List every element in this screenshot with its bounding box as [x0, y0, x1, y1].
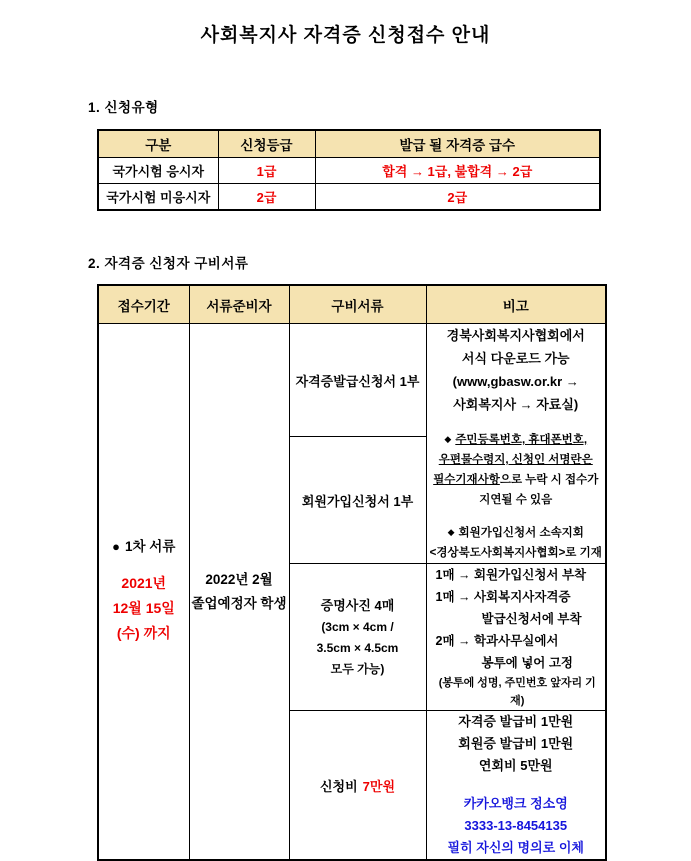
- table-row: [98, 184, 600, 211]
- note1-rest2: 지연될 수 있음: [479, 494, 553, 506]
- note1-underlined1: 주민등록번호, 휴대폰번호,: [455, 434, 588, 446]
- photo-usage-line4: 2매 → 학과사무실에서: [435, 634, 559, 648]
- application-type-table: [97, 129, 601, 211]
- bank-transfer-note: 필히 자신의 명의로 이체: [447, 840, 584, 855]
- table1-header-row: [98, 130, 600, 158]
- deadline-date: 12월 15일: [112, 600, 175, 616]
- photo-usage-line2: 1매 → 사회복지사자격증: [435, 590, 571, 604]
- t1-header-issued-grade: 발급 될 자격증 급수: [315, 130, 600, 158]
- note2-line2: <경상북도사회복지사협회>로 기재: [429, 547, 602, 559]
- spacer: [427, 777, 606, 793]
- fee-breakdown-1: 자격증 발급비 1만원: [458, 714, 574, 729]
- cell-document-4: [289, 711, 426, 861]
- spacer: [427, 510, 606, 522]
- cell-preparer: [189, 324, 289, 861]
- t2-header-preparer: 서류준비자: [189, 285, 289, 324]
- download-line4: 사회복지사 → 자료실): [453, 397, 579, 412]
- table-row: [98, 324, 606, 437]
- diamond-bullet-icon: ◆: [444, 434, 452, 444]
- download-line2: 서식 다운로드 가능: [461, 351, 570, 366]
- download-url: (www,gbasw.or.kr →: [452, 374, 579, 389]
- cell-remarks-fees: [426, 711, 606, 861]
- note1-underlined2: 우편물수령지, 신청인 서명란은: [438, 454, 593, 466]
- preparer-line1: 2022년 2월: [205, 571, 273, 587]
- t1-row1-category: 국가시험 응시자: [98, 158, 218, 184]
- t2-header-period: 접수기간: [98, 285, 189, 324]
- deadline-year: 2021년: [121, 575, 167, 591]
- cell-document-1: 자격증발급신청서 1부: [289, 324, 426, 437]
- t1-header-category: 구분: [98, 130, 218, 158]
- photo-envelope-note: (봉투에 성명, 주민번호 앞자리 기재): [438, 677, 596, 707]
- diamond-bullet-icon: ◆: [447, 527, 455, 537]
- fee-breakdown-2: 회원증 발급비 1만원: [458, 736, 574, 751]
- bank-account-name: 카카오뱅크 정소영: [463, 796, 568, 811]
- deadline-day: (수) 까지: [116, 625, 171, 641]
- cell-reception-period: [98, 324, 189, 861]
- cell-remarks-download: [426, 324, 606, 564]
- required-fields-note: [427, 429, 606, 563]
- photo-usage-line5: 봉투에 넣어 고정: [481, 656, 573, 670]
- fee-label: 신청비: [319, 778, 358, 794]
- cell-document-3: [289, 564, 426, 711]
- required-documents-table: [97, 284, 607, 861]
- t1-row1-issued: 합격 → 1급, 불합격 → 2급: [315, 158, 600, 184]
- photo-count: 증명사진 4매: [320, 597, 395, 613]
- photo-size3: 모두 가능): [330, 661, 385, 676]
- note2-line1: 회원가입신청서 소속지회: [458, 527, 584, 539]
- preparer-line2: 졸업예정자 학생: [191, 595, 287, 611]
- note1-rest1: 으로 누락 시 접수가: [499, 474, 599, 486]
- t1-row2-issued: 2급: [315, 184, 600, 211]
- t1-row2-grade: 2급: [218, 184, 315, 211]
- bank-account-number: 3333-13-8454135: [464, 818, 568, 833]
- download-info: [427, 324, 606, 416]
- t2-header-remarks: 비고: [426, 285, 606, 324]
- photo-size1: (3cm × 4cm /: [321, 619, 394, 634]
- table-row: [98, 158, 600, 184]
- document-title: 사회복지사 자격증 신청접수 안내: [200, 25, 491, 46]
- circle-bullet-icon: ●: [112, 539, 120, 554]
- photo-usage-line1: 1매 → 회원가입신청서 부착: [435, 568, 587, 582]
- download-line1: 경북사회복지사협회에서: [446, 328, 585, 343]
- section-2-title: 2. 자격증 신청자 구비서류: [88, 256, 249, 271]
- first-documents-label: [99, 537, 189, 557]
- t1-header-grade: 신청등급: [218, 130, 315, 158]
- fee-breakdown-3: 연회비 5만원: [478, 758, 553, 773]
- fee-amount: 7만원: [362, 778, 396, 794]
- cell-document-2: 회원가입신청서 1부: [289, 437, 426, 564]
- photo-usage-line3: 발급신청서에 부착: [481, 612, 582, 626]
- period-label: 1차 서류: [124, 539, 176, 554]
- t2-header-documents: 구비서류: [289, 285, 426, 324]
- t1-row2-category: 국가시험 미응시자: [98, 184, 218, 211]
- cell-remarks-photos: [426, 564, 606, 711]
- t1-row1-grade: 1급: [218, 158, 315, 184]
- section-1-title: 1. 신청유형: [88, 100, 159, 115]
- note1-underlined3: 필수기재사항: [433, 474, 500, 486]
- photo-size2: 3.5cm × 4.5cm: [316, 640, 399, 655]
- table2-header-row: [98, 285, 606, 324]
